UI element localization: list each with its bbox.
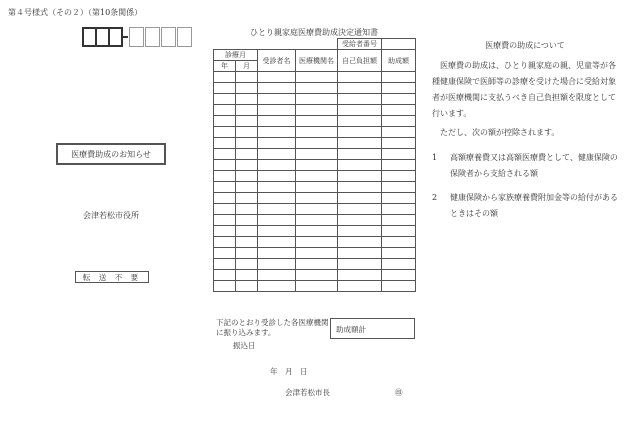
table-cell[interactable] bbox=[236, 215, 258, 226]
table-cell[interactable] bbox=[382, 149, 416, 160]
table-cell[interactable] bbox=[258, 270, 296, 281]
table-cell[interactable] bbox=[382, 72, 416, 83]
table-cell[interactable] bbox=[236, 94, 258, 105]
table-cell[interactable] bbox=[214, 259, 236, 270]
table-cell[interactable] bbox=[296, 160, 338, 171]
table-cell[interactable] bbox=[382, 171, 416, 182]
aid-explanation-text: 医療費の助成は、ひとり親家庭の親、児童等が各種健康保険で医師等の診療を受けた場合に受給対象者が医療機関に支払うべき自己負担額を限度として行います。 bbox=[432, 61, 616, 118]
table-cell[interactable] bbox=[338, 248, 382, 259]
deduction-item-text: 健康保険から家族療養費附加金等の給付があるときはその額 bbox=[450, 193, 618, 218]
table-cell[interactable] bbox=[236, 193, 258, 204]
table-cell[interactable] bbox=[382, 160, 416, 171]
table-cell[interactable] bbox=[236, 149, 258, 160]
table-row bbox=[214, 215, 416, 226]
table-cell[interactable] bbox=[236, 105, 258, 116]
table-cell[interactable] bbox=[214, 193, 236, 204]
table-cell[interactable] bbox=[258, 83, 296, 94]
table-cell[interactable] bbox=[258, 215, 296, 226]
table-cell[interactable] bbox=[296, 281, 338, 292]
table-row bbox=[214, 204, 416, 215]
table-cell[interactable] bbox=[214, 149, 236, 160]
table-cell[interactable] bbox=[236, 259, 258, 270]
table-cell[interactable] bbox=[338, 83, 382, 94]
table-cell[interactable] bbox=[296, 171, 338, 182]
table-cell[interactable] bbox=[214, 215, 236, 226]
table-cell[interactable] bbox=[236, 270, 258, 281]
copay-header: 自己負担額 bbox=[338, 50, 382, 72]
table-cell[interactable] bbox=[338, 94, 382, 105]
postal-box bbox=[161, 27, 176, 47]
table-cell[interactable] bbox=[258, 204, 296, 215]
table-cell[interactable] bbox=[338, 138, 382, 149]
table-cell[interactable] bbox=[214, 116, 236, 127]
table-cell[interactable] bbox=[214, 248, 236, 259]
table-cell[interactable] bbox=[382, 83, 416, 94]
table-cell[interactable] bbox=[258, 138, 296, 149]
table-cell[interactable] bbox=[258, 248, 296, 259]
table-cell[interactable] bbox=[296, 127, 338, 138]
table-cell[interactable] bbox=[338, 259, 382, 270]
issuer-mayor: 会津若松市長 bbox=[285, 388, 330, 397]
deduction-intro: ただし、次の額が控除されます。 bbox=[440, 128, 560, 137]
table-cell[interactable] bbox=[214, 281, 236, 292]
table-cell[interactable] bbox=[296, 248, 338, 259]
table-cell[interactable] bbox=[214, 138, 236, 149]
table-cell[interactable] bbox=[382, 138, 416, 149]
deduction-item bbox=[432, 150, 618, 182]
sender-office: 会津若松市役所 bbox=[83, 211, 139, 220]
table-cell[interactable] bbox=[338, 127, 382, 138]
table-row bbox=[214, 182, 416, 193]
visit-month-header: 診療月 bbox=[214, 50, 258, 61]
table-cell[interactable] bbox=[296, 116, 338, 127]
postal-dash bbox=[122, 27, 128, 47]
no-forward-box bbox=[75, 271, 149, 283]
table-cell[interactable] bbox=[296, 226, 338, 237]
table-cell[interactable] bbox=[382, 248, 416, 259]
table-cell[interactable] bbox=[236, 226, 258, 237]
notice-label: 医療費助成のお知らせ bbox=[71, 149, 151, 159]
table-cell[interactable] bbox=[338, 226, 382, 237]
table-cell[interactable] bbox=[382, 259, 416, 270]
postal-box bbox=[177, 27, 192, 47]
postal-box bbox=[129, 27, 144, 47]
table-cell[interactable] bbox=[258, 105, 296, 116]
table-cell[interactable] bbox=[382, 204, 416, 215]
table-cell[interactable] bbox=[258, 127, 296, 138]
aid-explanation-body bbox=[432, 58, 618, 122]
table-row bbox=[214, 193, 416, 204]
notice-label-box bbox=[56, 143, 166, 165]
table-cell[interactable] bbox=[338, 182, 382, 193]
table-cell[interactable] bbox=[258, 149, 296, 160]
table-cell[interactable] bbox=[258, 259, 296, 270]
table-row bbox=[214, 116, 416, 127]
table-cell[interactable] bbox=[236, 281, 258, 292]
postal-box bbox=[145, 27, 160, 47]
table-cell[interactable] bbox=[296, 149, 338, 160]
table-cell[interactable] bbox=[338, 171, 382, 182]
aid-header: 助成額 bbox=[382, 50, 416, 72]
table-cell[interactable] bbox=[338, 237, 382, 248]
table-cell[interactable] bbox=[258, 94, 296, 105]
table-cell[interactable] bbox=[214, 105, 236, 116]
table-cell[interactable] bbox=[258, 160, 296, 171]
table-cell[interactable] bbox=[296, 138, 338, 149]
table-cell[interactable] bbox=[236, 83, 258, 94]
table-row bbox=[214, 127, 416, 138]
seal-mark: ㊞ bbox=[395, 388, 403, 397]
table-row bbox=[214, 105, 416, 116]
table-cell[interactable] bbox=[236, 171, 258, 182]
table-cell[interactable] bbox=[338, 160, 382, 171]
footer-note: 下記のとおり受診した各医療機関に振り込みます。 bbox=[216, 318, 329, 337]
table-row bbox=[214, 160, 416, 171]
table-cell[interactable] bbox=[258, 72, 296, 83]
table-cell[interactable] bbox=[258, 237, 296, 248]
deduction-item-text: 高額療養費又は高額医療費として、健康保険の保険者から支給される額 bbox=[450, 153, 618, 178]
table-cell[interactable] bbox=[296, 270, 338, 281]
aid-total-box bbox=[330, 318, 415, 339]
table-cell[interactable] bbox=[338, 116, 382, 127]
table-cell[interactable] bbox=[214, 182, 236, 193]
deduction-item-number: 2 bbox=[432, 193, 438, 202]
table-header-row bbox=[214, 50, 416, 61]
table-cell[interactable] bbox=[236, 160, 258, 171]
table-cell[interactable] bbox=[296, 83, 338, 94]
table-cell[interactable] bbox=[296, 72, 338, 83]
table-cell[interactable] bbox=[236, 204, 258, 215]
table-cell[interactable] bbox=[214, 226, 236, 237]
table-cell[interactable] bbox=[258, 193, 296, 204]
table-cell[interactable] bbox=[214, 83, 236, 94]
table-cell[interactable] bbox=[214, 160, 236, 171]
table-cell[interactable] bbox=[296, 94, 338, 105]
table-cell[interactable] bbox=[236, 237, 258, 248]
document-title: ひとり親家庭医療費助成決定通知書 bbox=[250, 28, 378, 37]
table-cell[interactable] bbox=[214, 94, 236, 105]
table-row bbox=[214, 237, 416, 248]
aid-total-label: 助成額計 bbox=[336, 325, 366, 334]
table-cell[interactable] bbox=[382, 182, 416, 193]
table-cell[interactable] bbox=[296, 215, 338, 226]
table-cell[interactable] bbox=[214, 204, 236, 215]
table-cell[interactable] bbox=[214, 237, 236, 248]
table-cell[interactable] bbox=[236, 248, 258, 259]
table-cell[interactable] bbox=[338, 215, 382, 226]
table-cell[interactable] bbox=[296, 105, 338, 116]
table-row bbox=[214, 83, 416, 94]
table-cell[interactable] bbox=[338, 270, 382, 281]
table-cell[interactable] bbox=[214, 72, 236, 83]
table-cell[interactable] bbox=[338, 281, 382, 292]
deduction-item-number: 1 bbox=[432, 153, 438, 162]
table-cell[interactable] bbox=[338, 149, 382, 160]
table-row bbox=[214, 259, 416, 270]
table-cell[interactable] bbox=[296, 259, 338, 270]
recipient-number-label: 受給者番号 bbox=[338, 39, 382, 50]
table-cell[interactable] bbox=[338, 105, 382, 116]
institution-header: 医療機関名 bbox=[296, 50, 338, 72]
table-cell[interactable] bbox=[382, 281, 416, 292]
table-cell[interactable] bbox=[382, 94, 416, 105]
table-cell[interactable] bbox=[258, 116, 296, 127]
table-cell[interactable] bbox=[382, 127, 416, 138]
table-cell[interactable] bbox=[382, 105, 416, 116]
postal-box bbox=[108, 27, 123, 47]
table-row bbox=[214, 270, 416, 281]
table-cell[interactable] bbox=[236, 72, 258, 83]
table-cell[interactable] bbox=[382, 226, 416, 237]
form-number: 第４号様式（その２）（第10条関係） bbox=[8, 8, 143, 17]
aid-explanation-title: 医療費の助成について bbox=[485, 41, 565, 50]
table-cell[interactable] bbox=[382, 270, 416, 281]
table-cell[interactable] bbox=[236, 127, 258, 138]
table-row bbox=[214, 171, 416, 182]
table-cell[interactable] bbox=[214, 171, 236, 182]
year-header: 年 bbox=[214, 61, 236, 72]
patient-header: 受診者名 bbox=[258, 50, 296, 72]
no-forward-label: 転 送 不 要 bbox=[82, 272, 142, 282]
table-cell[interactable] bbox=[382, 193, 416, 204]
table-row bbox=[214, 226, 416, 237]
table-row bbox=[214, 72, 416, 83]
table-row bbox=[214, 281, 416, 292]
table-cell[interactable] bbox=[258, 226, 296, 237]
deduction-item bbox=[432, 190, 618, 222]
table-cell[interactable] bbox=[296, 204, 338, 215]
table-cell[interactable] bbox=[236, 182, 258, 193]
table-cell[interactable] bbox=[296, 182, 338, 193]
table-row bbox=[214, 138, 416, 149]
table-cell[interactable] bbox=[214, 270, 236, 281]
table-cell[interactable] bbox=[338, 72, 382, 83]
table-cell[interactable] bbox=[236, 138, 258, 149]
table-cell[interactable] bbox=[382, 215, 416, 226]
table-cell[interactable] bbox=[296, 237, 338, 248]
table-cell[interactable] bbox=[258, 171, 296, 182]
table-cell[interactable] bbox=[214, 127, 236, 138]
table-cell[interactable] bbox=[338, 204, 382, 215]
table-cell[interactable] bbox=[258, 281, 296, 292]
table-row bbox=[214, 94, 416, 105]
table-cell[interactable] bbox=[296, 193, 338, 204]
issue-date: 年 月 日 bbox=[270, 367, 308, 376]
month-header: 月 bbox=[236, 61, 258, 72]
table-cell[interactable] bbox=[382, 116, 416, 127]
table-row bbox=[214, 248, 416, 259]
table-cell[interactable] bbox=[236, 116, 258, 127]
table-cell[interactable] bbox=[382, 237, 416, 248]
table-cell[interactable] bbox=[338, 193, 382, 204]
table-cell[interactable] bbox=[258, 182, 296, 193]
table-row bbox=[214, 149, 416, 160]
recipient-number-row bbox=[214, 39, 416, 50]
medical-aid-table bbox=[213, 38, 416, 292]
payment-date-label: 振込日 bbox=[233, 341, 256, 350]
postal-code-boxes bbox=[82, 27, 193, 47]
recipient-number-value[interactable] bbox=[382, 39, 416, 50]
